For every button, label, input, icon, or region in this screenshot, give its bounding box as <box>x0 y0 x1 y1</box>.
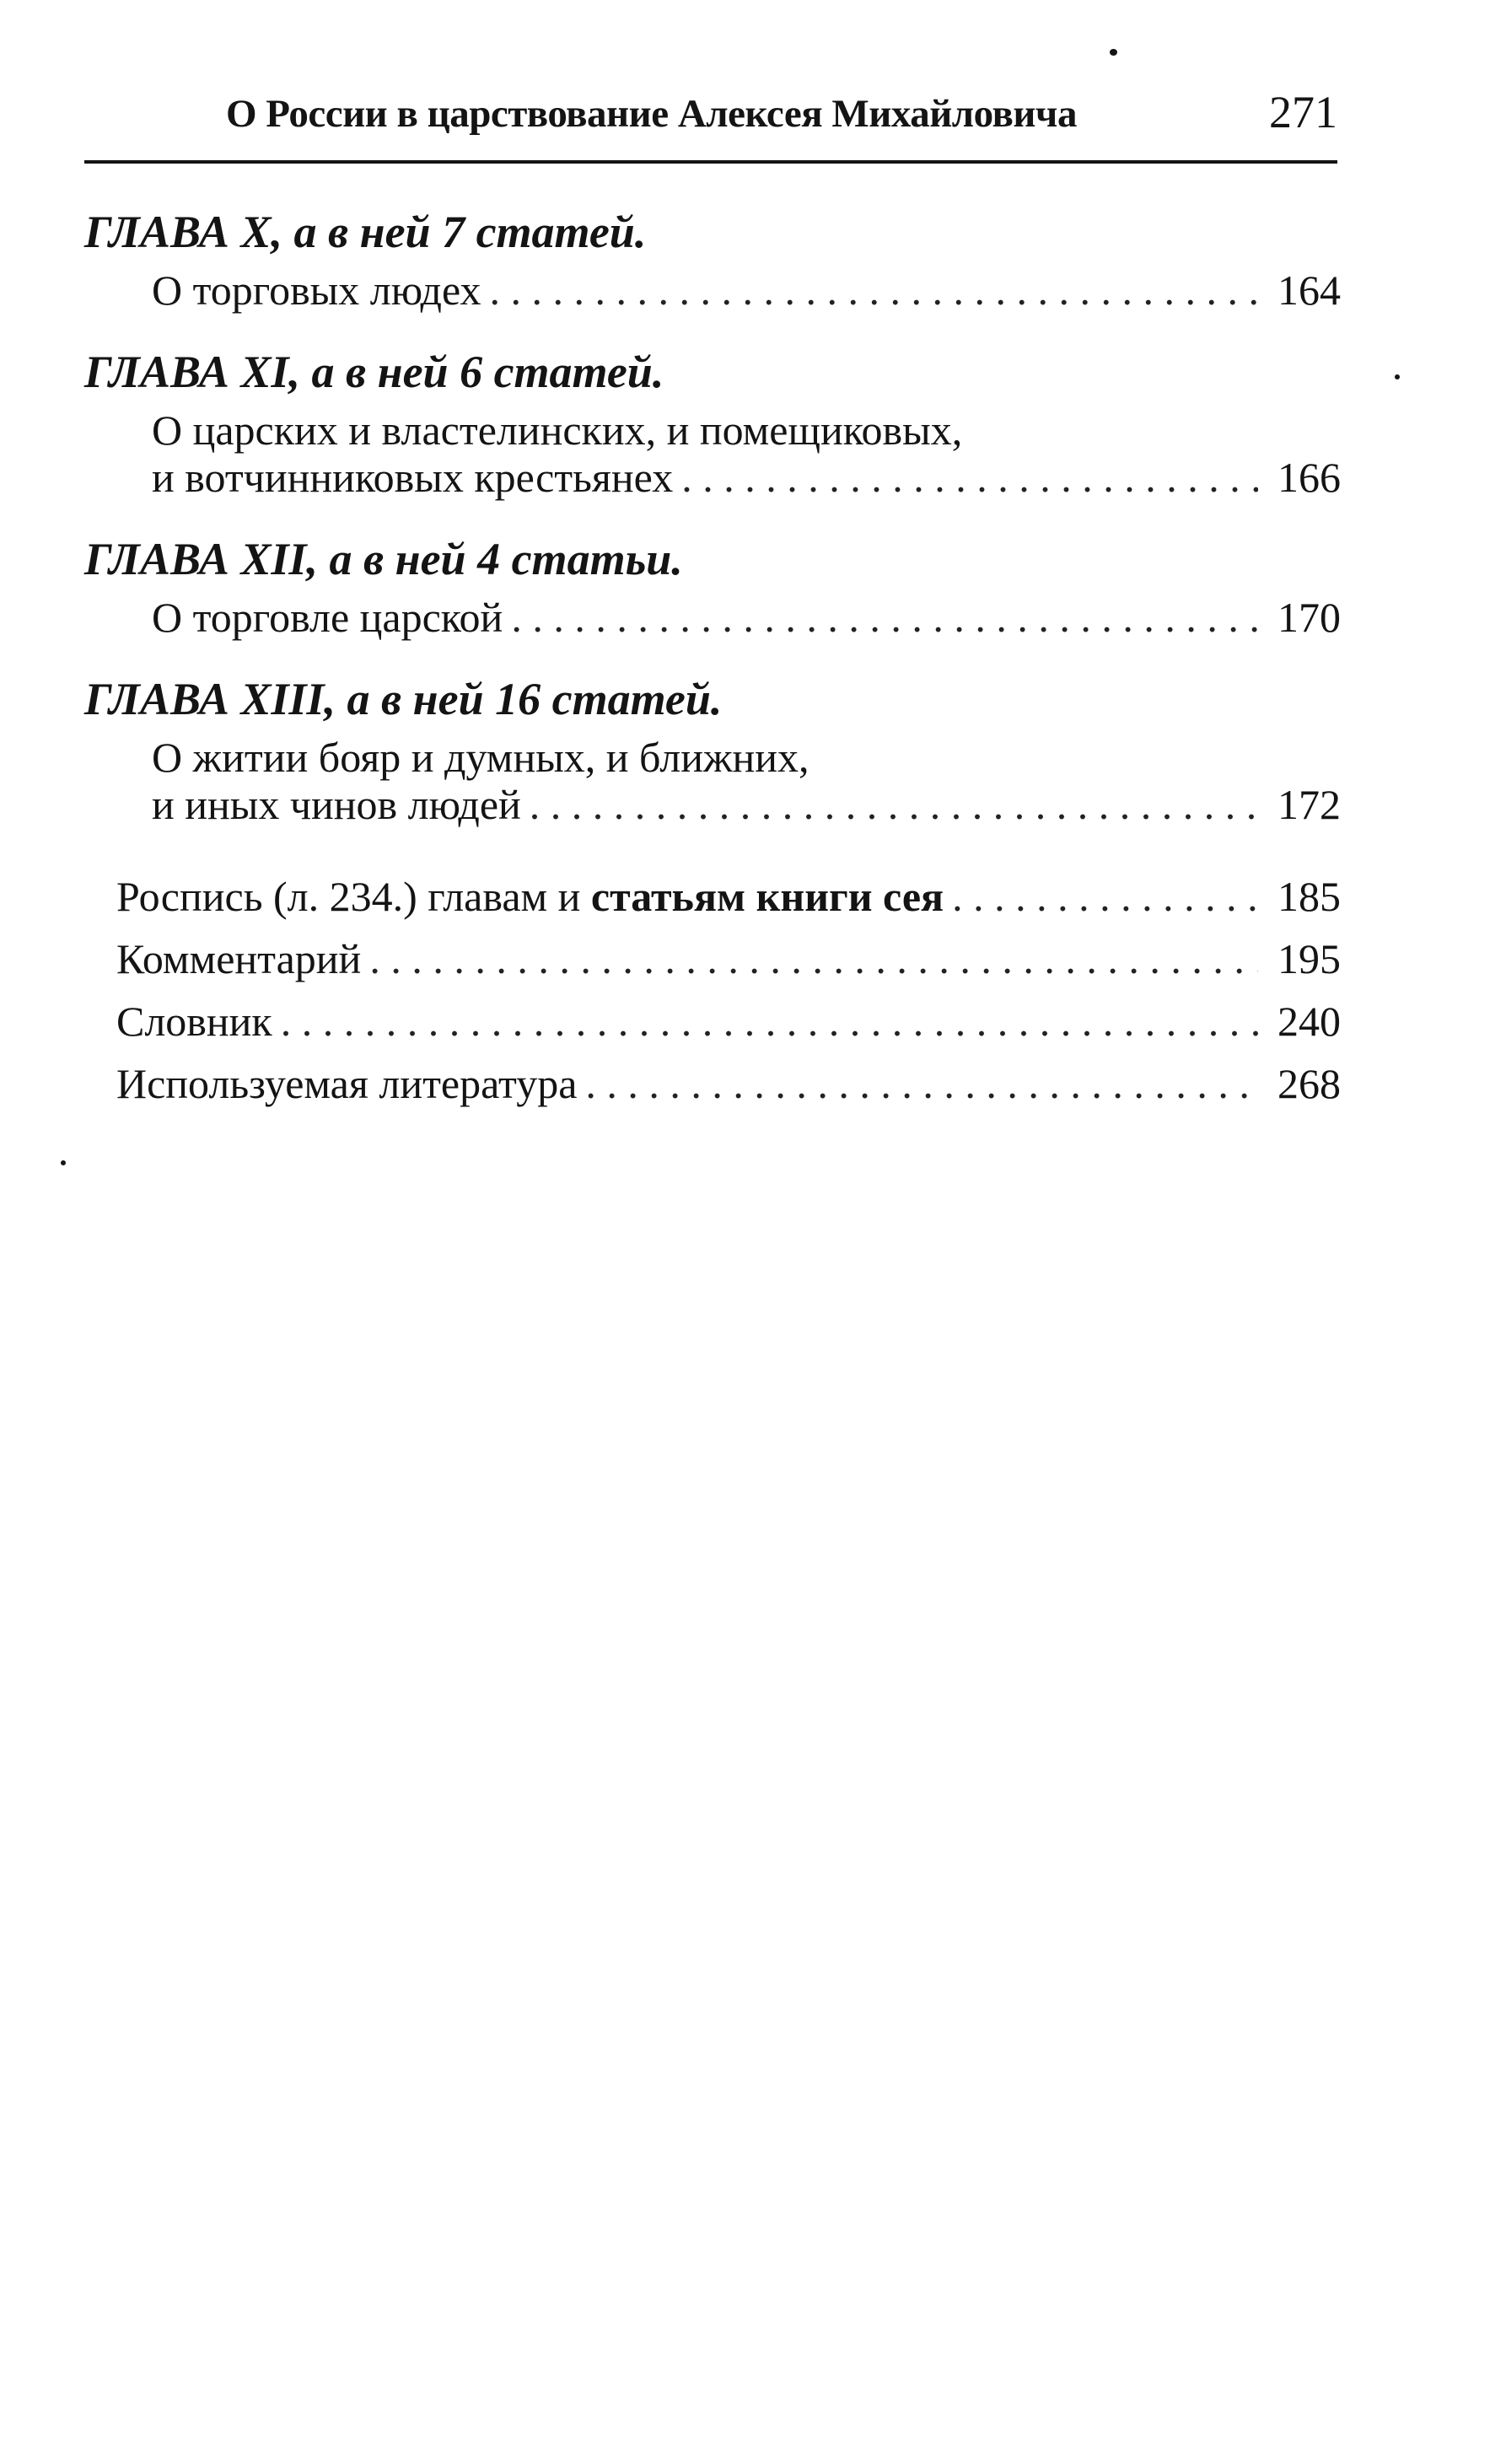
chapter-heading: ГЛАВА XII, а в ней 4 статьи. <box>84 534 683 584</box>
toc-entry-commentary <box>116 928 1341 990</box>
dot-leader <box>952 865 1258 928</box>
dot-leader <box>530 781 1258 828</box>
dot-leader <box>511 594 1258 641</box>
chapter-13 <box>84 670 1341 828</box>
dot-leader <box>585 1052 1258 1115</box>
entry-page: 172 <box>1277 781 1341 828</box>
print-speck <box>1110 49 1117 56</box>
entry-page: 195 <box>1277 935 1341 982</box>
dot-leader <box>369 928 1258 990</box>
entry-page: 170 <box>1277 594 1341 641</box>
entry-page: 164 <box>1277 266 1341 314</box>
entry-text-line: О житии бояр и думных, и ближних, <box>152 734 809 781</box>
entry-text: Комментарий <box>116 935 362 982</box>
print-speck <box>61 1160 66 1165</box>
toc-entry <box>152 406 1341 501</box>
table-of-contents <box>84 202 1341 1115</box>
print-speck <box>1395 374 1400 379</box>
entry-text: Используемая литература <box>116 1060 578 1107</box>
chapter-11 <box>84 342 1341 501</box>
toc-entry-index <box>116 865 1341 928</box>
entry-text-bold: статьям книги сея <box>590 873 944 920</box>
chapter-heading: ГЛАВА XIII, а в ней 16 статей. <box>84 674 723 724</box>
entry-text: Словник <box>116 998 272 1045</box>
toc-entry <box>152 734 1341 828</box>
toc-entry-bibliography <box>116 1052 1341 1115</box>
chapter-heading: ГЛАВА XI, а в ней 6 статей. <box>84 347 664 397</box>
dot-leader <box>281 990 1258 1052</box>
running-title: О России в царствование Алексея Михайловича <box>226 92 1077 136</box>
chapter-12 <box>84 530 1341 641</box>
page-number: 271 <box>1269 87 1337 137</box>
chapter-heading: ГЛАВА X, а в ней 7 статей. <box>84 207 647 257</box>
dot-leader <box>490 266 1258 314</box>
entry-text-line: О царских и властелинских, и помещиковых, <box>152 406 963 454</box>
entry-text <box>116 865 944 928</box>
entry-text: О торговых людех <box>152 266 481 314</box>
toc-entry-glossary <box>116 990 1341 1052</box>
entry-page: 268 <box>1277 1060 1341 1107</box>
toc-entry <box>152 594 1341 641</box>
dot-leader <box>681 454 1258 501</box>
running-header <box>84 84 1337 164</box>
entry-text: О торговле царской <box>152 594 503 641</box>
entry-page: 240 <box>1277 998 1341 1045</box>
toc-entry <box>152 266 1341 314</box>
entry-text-regular: Роспись (л. 234.) главам и <box>116 873 591 920</box>
chapter-10 <box>84 202 1341 314</box>
entry-text: и вотчинниковых крестьянех <box>152 454 674 501</box>
entry-page: 185 <box>1277 873 1341 920</box>
entry-text: и иных чинов людей <box>152 781 521 828</box>
entry-page: 166 <box>1277 454 1341 501</box>
